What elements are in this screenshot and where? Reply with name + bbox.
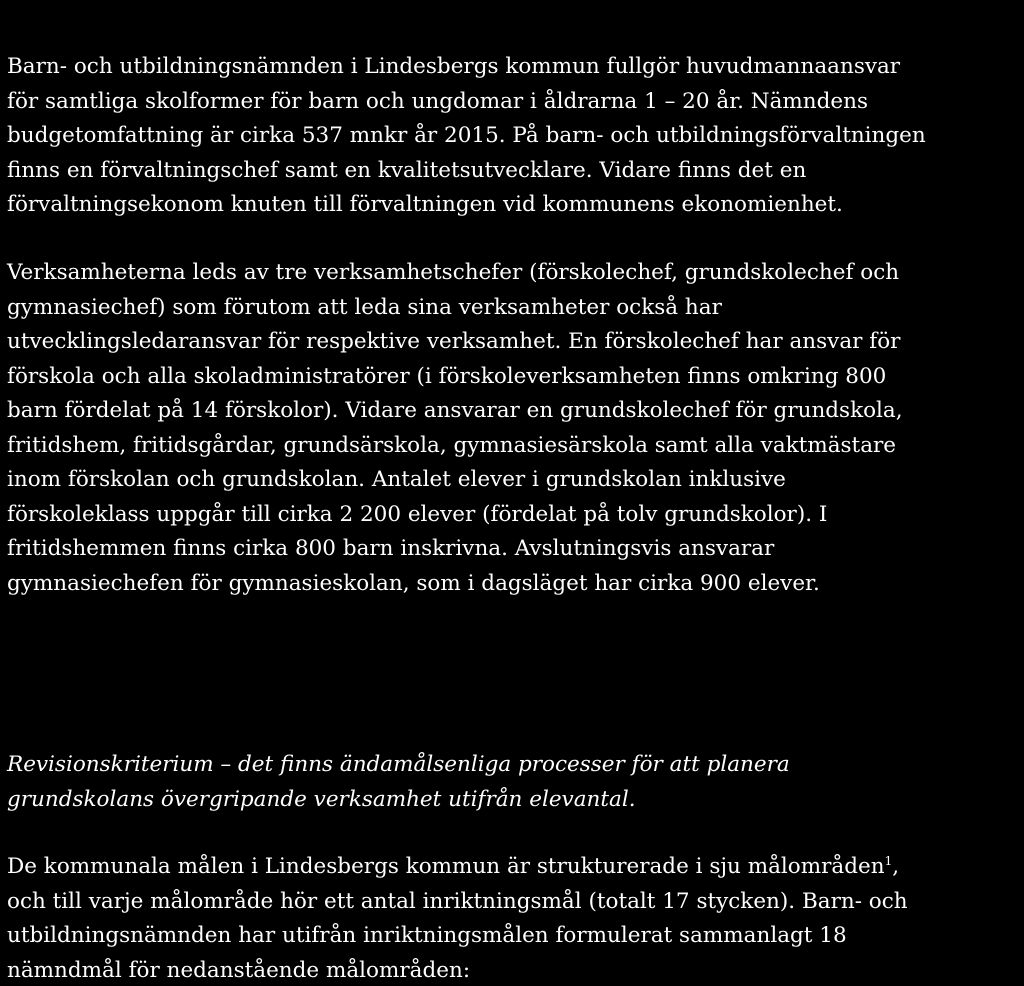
paragraph-management bbox=[7, 256, 903, 601]
criterion-line: Revisionskriterium – det finns ändamålsenliga processer för att planera bbox=[7, 752, 790, 777]
goals-line-text: De kommunala målen i Lindesbergs kommun är strukturerade i sju målområden bbox=[7, 854, 885, 879]
text-line: nämndmål för nedanstående målområden: bbox=[7, 957, 471, 983]
criterion-line: grundskolans övergripande verksamhet utifrån elevantal. bbox=[7, 786, 636, 812]
text-line: och till varje målområde hör ett antal inriktningsmål (totalt 17 stycken). Barn- och bbox=[7, 888, 908, 914]
footnote-marker[interactable]: 1 bbox=[884, 853, 893, 868]
text-line: fritidshem, fritidsgårdar, grundsärskola, gymnasiesärskola samt alla vaktmästare bbox=[7, 432, 897, 458]
text-line: förskoleklass uppgår till cirka 2 200 elever (fördelat på tolv grundskolor). I bbox=[7, 501, 828, 527]
text-line: Barn- och utbildningsnämnden i Lindesbergs kommun fullgör huvudmannaansvar bbox=[7, 54, 901, 79]
text-line bbox=[7, 850, 908, 885]
paragraph-organization bbox=[7, 50, 926, 223]
text-line: utbildningsnämnden har utifrån inriktningsmålen formulerat sammanlagt 18 bbox=[7, 923, 847, 948]
text-line: gymnasiechefen för gymnasieskolan, som i dagsläget har cirka 900 elever. bbox=[7, 570, 820, 596]
text-line: för samtliga skolformer för barn och ungdomar i åldrarna 1 – 20 år. Nämndens bbox=[7, 88, 869, 114]
text-line: inom förskolan och grundskolan. Antalet elever i grundskolan inklusive bbox=[7, 467, 786, 492]
text-line: fritidshemmen finns cirka 800 barn inskrivna. Avslutningsvis ansvarar bbox=[7, 536, 775, 561]
goals-line-punct: , bbox=[892, 854, 900, 879]
text-line: förskola och alla skoladministratörer (i förskoleverksamheten finns omkring 800 bbox=[7, 363, 887, 389]
paragraph-goals bbox=[7, 850, 908, 986]
text-line: barn fördelat på 14 förskolor). Vidare ansvarar en grundskolechef för grundskola, bbox=[7, 398, 903, 423]
text-line: förvaltningsekonom knuten till förvaltningen vid kommunens ekonomienhet. bbox=[7, 192, 843, 217]
text-line: finns en förvaltningschef samt en kvalitetsutvecklare. Vidare finns det en bbox=[7, 157, 807, 183]
text-line: gymnasiechef) som förutom att leda sina verksamheter också har bbox=[7, 294, 722, 320]
text-line: utvecklingsledaransvar för respektive verksamhet. En förskolechef har ansvar för bbox=[7, 329, 901, 354]
text-line: budgetomfattning är cirka 537 mnkr år 2015. På barn- och utbildningsförvaltningen bbox=[7, 123, 926, 148]
audit-criterion bbox=[7, 748, 790, 817]
text-line: Verksamheterna leds av tre verksamhetschefer (förskolechef, grundskolechef och bbox=[7, 260, 900, 285]
